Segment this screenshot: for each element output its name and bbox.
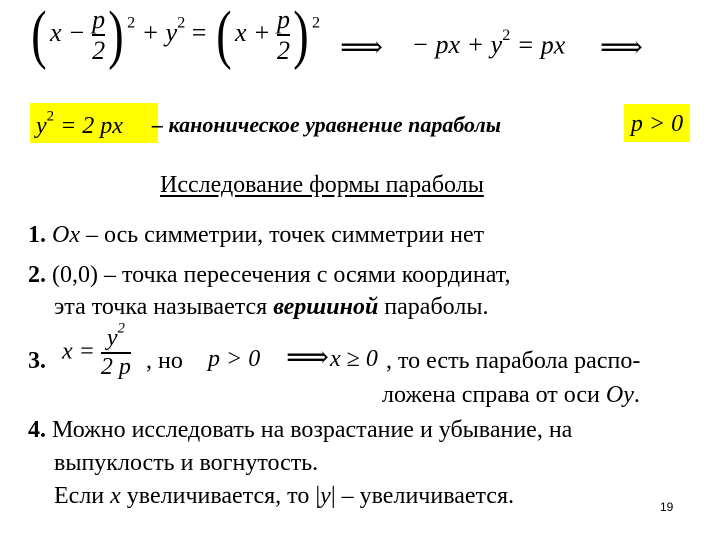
item-3-text-2-b: . <box>633 382 640 408</box>
item-1-text: – ось симметрии, точек симметрии нет <box>79 222 485 248</box>
item-2 <box>28 262 510 289</box>
item-3-text-2 <box>382 382 640 409</box>
right-paren: ) <box>108 0 124 71</box>
item-3-formula <box>62 320 131 381</box>
item-1 <box>28 222 484 249</box>
item-3-text-1: , то есть парабола распо- <box>386 348 641 374</box>
frac-num: p <box>92 4 106 34</box>
frac-den: 2 <box>277 36 291 65</box>
eq-plus-y: + y <box>141 17 178 47</box>
item-4-line-3-c: | – увеличивается. <box>330 483 514 509</box>
item-3-implies-icon: ⟹ <box>286 341 330 374</box>
item-4-x: x <box>110 483 121 509</box>
item-4-number: 4. <box>28 417 46 443</box>
eq-rhs-square: 2 <box>502 26 511 44</box>
right-paren-2: ) <box>293 0 309 71</box>
left-paren: ( <box>31 0 47 71</box>
section-title: Исследование формы параболы <box>160 172 484 198</box>
eq-x-plus: x + <box>234 17 271 47</box>
item-4-line-3-a: Если <box>54 483 111 509</box>
canonical-equation-highlight <box>30 103 158 143</box>
left-paren-2: ( <box>216 0 232 71</box>
item-3-but: , но <box>146 348 183 374</box>
item-4 <box>28 417 572 444</box>
item-3-axis: Oy <box>605 382 634 408</box>
implies-arrow-icon-2: ⟹ <box>599 31 643 64</box>
item-2-number: 2. <box>28 262 46 288</box>
eq-frac-p-over-2-a <box>92 6 105 65</box>
canonical-rhs: = 2 px <box>60 113 123 139</box>
eq-equals: = <box>191 17 207 47</box>
item-2-line-1: (0,0) – точка пересечения с осями координат, <box>52 262 511 288</box>
eq-rhs: − px + y <box>411 30 503 60</box>
canonical-caption: – каноническое уравнение параболы <box>152 112 502 137</box>
condition-highlight: p > 0 <box>624 104 690 142</box>
top-equation <box>28 0 321 71</box>
eq-rhs-tail: = px <box>516 30 566 60</box>
eq-x-minus: x − <box>49 17 86 47</box>
item-4-line-3 <box>54 483 514 510</box>
item-4-y: y <box>320 483 331 509</box>
item-4-line-1: Можно исследовать на возрастание и убывание, на <box>52 417 573 443</box>
item-3-text-2-a: ложена справа от оси <box>382 382 606 408</box>
item-2-line-2-b: параболы. <box>378 294 489 320</box>
page-number: 19 <box>660 500 674 514</box>
eq-square-b: 2 <box>312 14 321 32</box>
item-1-axis: Ox <box>52 222 80 248</box>
implies-arrow-icon: ⟹ <box>340 31 384 64</box>
eq-frac-p-over-2-b <box>277 6 290 65</box>
item-2-line-2 <box>54 294 488 321</box>
frac-den: 2 p <box>100 354 131 381</box>
item-2-vertex: вершиной <box>273 294 379 320</box>
frac-den: 2 <box>92 36 106 65</box>
item-1-number: 1. <box>28 222 46 248</box>
item-3-number: 3. <box>28 348 46 374</box>
item-4-line-3-b: увеличивается, то | <box>120 483 321 509</box>
canonical-y-square: 2 <box>46 108 55 125</box>
item-3-frac <box>100 320 131 381</box>
top-equation-rhs <box>340 26 643 65</box>
eq-square-a: 2 <box>127 14 136 32</box>
frac-num <box>101 320 131 351</box>
eq-y-square: 2 <box>177 14 186 32</box>
frac-num-square: 2 <box>117 320 125 337</box>
item-2-line-2-a: эта точка называется <box>54 294 274 320</box>
canonical-y: y <box>36 113 47 139</box>
frac-num-y: y <box>106 325 118 351</box>
frac-num: p <box>277 4 291 34</box>
item-3-x-eq: x = <box>62 338 95 365</box>
item-3-cond-p: p > 0 <box>208 346 261 372</box>
item-4-line-2: выпуклость и вогнутость. <box>54 450 319 476</box>
item-3-cond-x: x ≥ 0 <box>330 346 378 372</box>
